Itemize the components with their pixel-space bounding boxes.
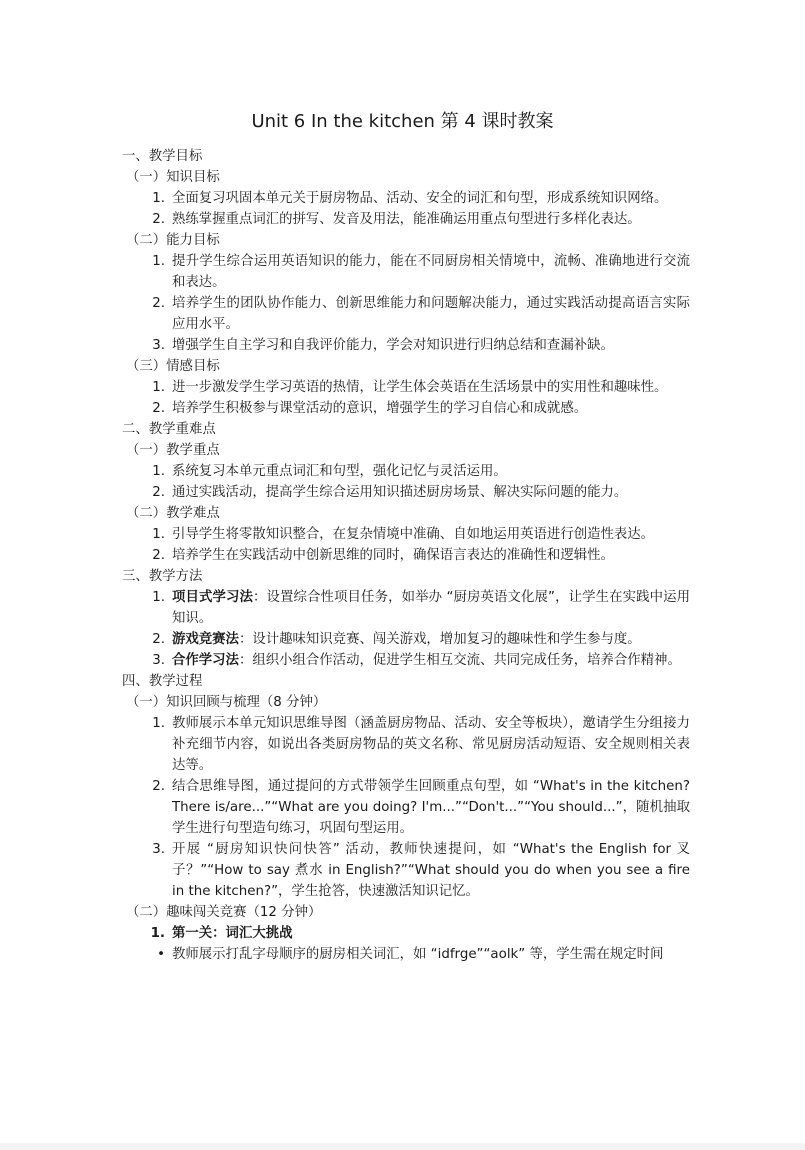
list-item: 1. 提升学生综合运用英语知识的能力，能在不同厨房相关情境中，流畅、准确地进行交流和表达。 xyxy=(152,254,690,290)
list-item: 3. 开展 “厨房知识快问快答” 活动，教师快速提问，如 “What's the English for 叉子？”“How to say 煮水 in English?”“What should you do when you see a fire in the kitchen?”，学生抢答，快速激活知识记忆。 xyxy=(152,842,690,899)
list-item: 3. 增强学生自主学习和自我评价能力，学会对知识进行归纳总结和查漏补缺。 xyxy=(152,338,614,353)
bullet-item: • 教师展示打乱字母顺序的厨房相关词汇，如 “idfrge”“aolk” 等，学生需在规定时间 xyxy=(122,944,690,965)
list-item: 2. 培养学生积极参与课堂活动的意识，增强学生的学习自信心和成就感。 xyxy=(152,401,588,416)
subsection-heading: （一）知识回顾与梳理（8 分钟） xyxy=(126,695,327,710)
document-body xyxy=(122,146,690,965)
list-item: 1. 第一关：词汇大挑战 xyxy=(150,926,293,941)
list-item: 1. 引导学生将零散知识整合，在复杂情境中准确、自如地运用英语进行创造性表达。 xyxy=(152,527,655,542)
bullet-icon: • xyxy=(157,947,165,962)
list-item: 1. 全面复习巩固本单元关于厨房物品、活动、安全的词汇和句型，形成系统知识网络。 xyxy=(152,191,668,206)
method-label: 合作学习法 xyxy=(172,653,239,668)
list-item: 2. 结合思维导图，通过提问的方式带领学生回顾重点句型，如 “What's in the kitchen? There is/are...”“What are you doing? I'm...”“Don't...”“You should...”，随机抽取学生进行句型造句练习，巩固句型运用。 xyxy=(152,779,690,836)
list-item: 2. 熟练掌握重点词汇的拼写、发音及用法，能准确运用重点句型进行多样化表达。 xyxy=(152,212,641,227)
list-item: 2. 培养学生在实践活动中创新思维的同时，确保语言表达的准确性和逻辑性。 xyxy=(152,548,614,563)
list-item: 3. 合作学习法：组织小组合作活动，促进学生相互交流、共同完成任务，培养合作精神。 xyxy=(152,653,681,668)
subsection-heading: （二）趣味闯关竞赛（12 分钟） xyxy=(126,905,322,920)
section-heading: 二、教学重难点 xyxy=(122,422,216,437)
subsection-heading: （二）能力目标 xyxy=(126,233,220,248)
subsection-heading: （一）教学重点 xyxy=(126,443,220,458)
list-item: 1. 系统复习本单元重点词汇和句型，强化记忆与灵活运用。 xyxy=(152,464,507,479)
subsection-heading: （三）情感目标 xyxy=(126,359,220,374)
list-item: 1. 项目式学习法：设置综合性项目任务，如举办 “厨房英语文化展”，让学生在实践中运用知识。 xyxy=(152,590,690,626)
section-heading: 一、教学目标 xyxy=(122,149,203,164)
list-item: 1. 教师展示本单元知识思维导图（涵盖厨房物品、活动、安全等板块），邀请学生分组接力补充细节内容，如说出各类厨房物品的英文名称、常见厨房活动短语、安全规则相关表达等。 xyxy=(152,716,690,773)
list-item: 2. 培养学生的团队协作能力、创新思维能力和问题解决能力，通过实践活动提高语言实际应用水平。 xyxy=(152,296,690,332)
section-heading: 三、教学方法 xyxy=(122,569,203,584)
list-item: 2. 通过实践活动，提高学生综合运用知识描述厨房场景、解决实际问题的能力。 xyxy=(152,485,628,500)
section-heading: 四、教学过程 xyxy=(122,674,203,689)
method-label: 游戏竞赛法 xyxy=(172,632,239,647)
subsection-heading: （二）教学难点 xyxy=(126,506,220,521)
list-item: 2. 游戏竞赛法：设计趣味知识竞赛、闯关游戏，增加复习的趣味性和学生参与度。 xyxy=(152,632,641,647)
subsection-heading: （一）知识目标 xyxy=(126,170,220,185)
method-label: 项目式学习法 xyxy=(172,590,254,605)
list-item: 1. 进一步激发学生学习英语的热情，让学生体会英语在生活场景中的实用性和趣味性。 xyxy=(152,380,668,395)
document-title: Unit 6 In the kitchen 第 4 课时教案 xyxy=(251,111,554,132)
